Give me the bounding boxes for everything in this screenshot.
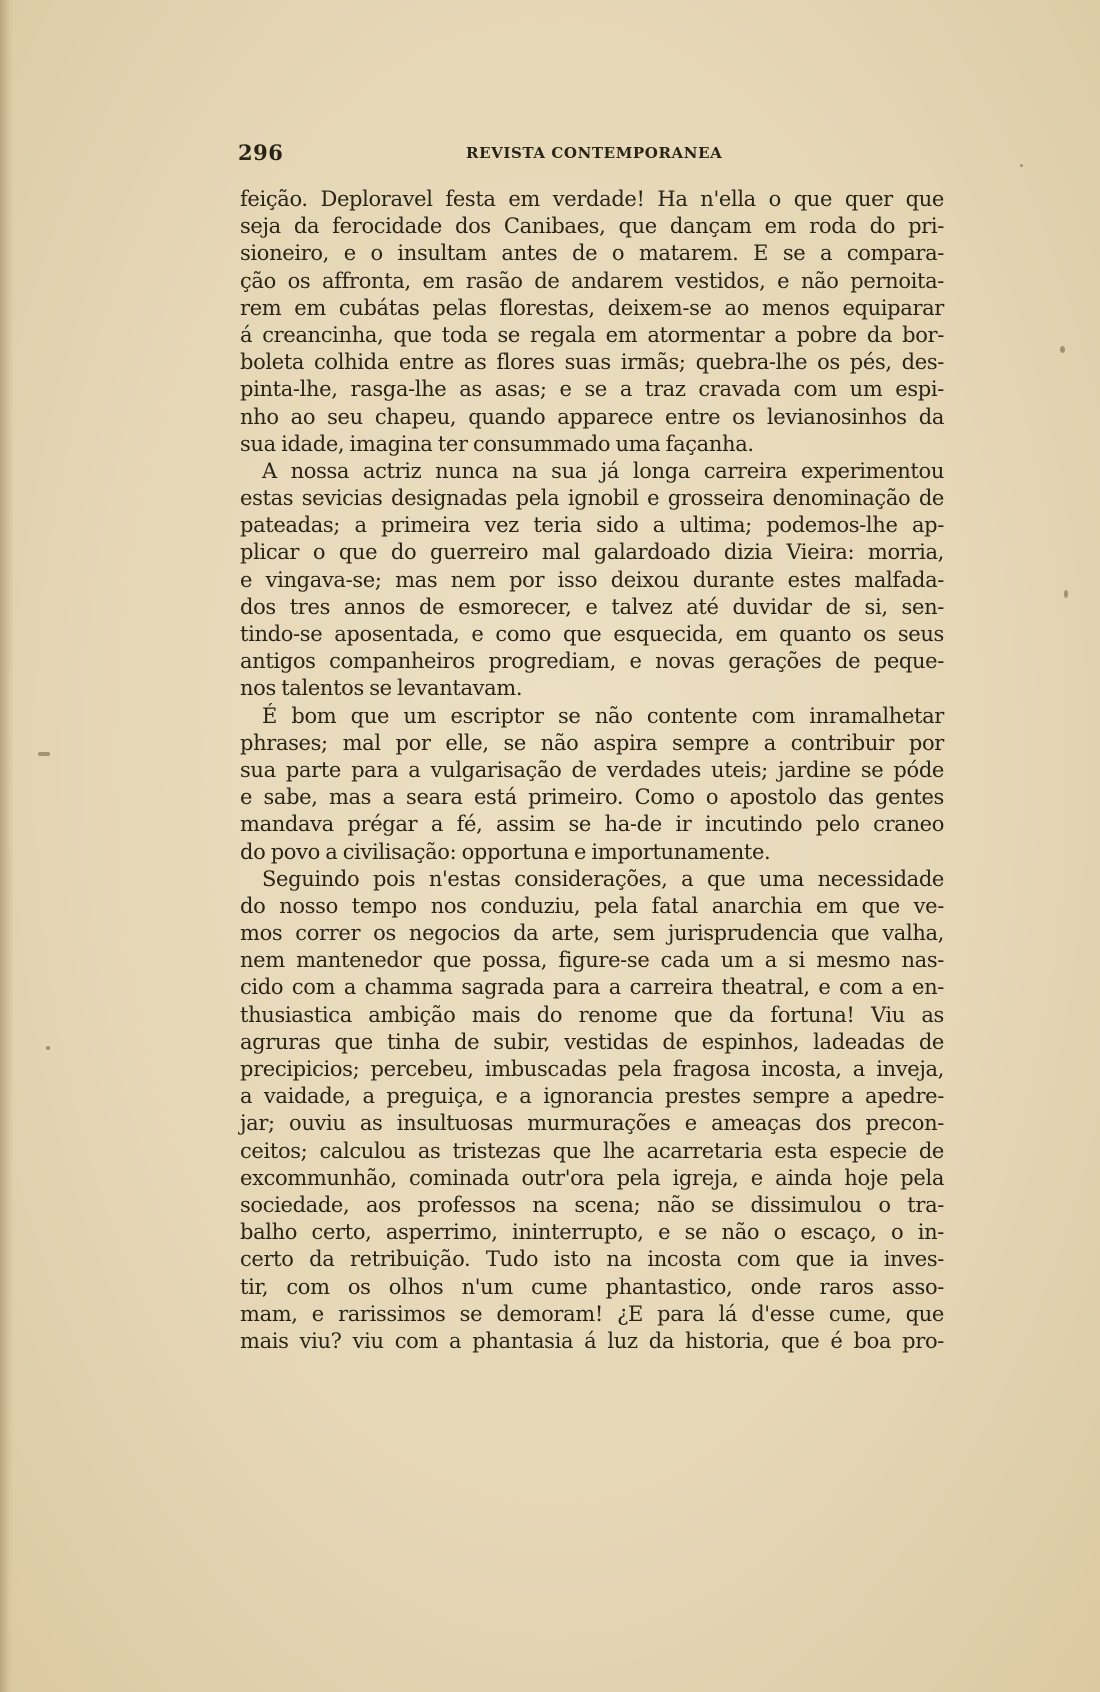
text-line: boleta colhida entre as flores suas irmãs; quebra-lhe os pés, des- (240, 350, 944, 375)
text-line: sua parte para a vulgarisação de verdades uteis; jardine se póde (240, 757, 944, 782)
text-line: ção os affronta, em rasão de andarem vestidos, e não pernoita- (240, 268, 944, 293)
text-line: a vaidade, a preguiça, e a ignorancia prestes sempre a apedre- (240, 1084, 944, 1109)
text-line: mos correr os negocios da arte, sem jurisprudencia que valha, (240, 921, 944, 946)
text-line: mam, e rarissimos se demoram! ¿E para lá d'esse cume, que (240, 1301, 944, 1326)
paper-speck (1064, 590, 1068, 598)
text-line: sociedade, aos professos na scena; não se dissimulou o tra- (240, 1192, 944, 1217)
text-line: do povo a civilisação: opportuna e importunamente. (240, 839, 771, 864)
text-line: phrases; mal por elle, se não aspira sempre a contribuir por (240, 730, 944, 755)
text-line: tindo-se aposentada, e como que esquecida, em quanto os seus (240, 622, 944, 646)
text-line: excommunhão, cominada outr'ora pela igreja, e ainda hoje pela (240, 1165, 944, 1190)
text-line: feição. Deploravel festa em verdade! Ha n'ella o que quer que (240, 187, 944, 211)
text-line: ceitos; calculou as tristezas que lhe acarretaria esta especie de (240, 1138, 944, 1163)
text-line: nho ao seu chapeu, quando apparece entre os levianosinhos da (240, 404, 944, 429)
text-line: nem mantenedor que possa, figure-se cada um a si mesmo nas- (240, 948, 944, 973)
text-line: dos tres annos de esmorecer, e talvez até duvidar de si, sen- (240, 594, 944, 619)
paper-speck (46, 1046, 50, 1050)
text-line: e vingava-se; mas nem por isso deixou durante estes malfada- (240, 567, 944, 592)
page-edge-shadow (0, 0, 14, 1692)
text-line: pinta-lhe, rasga-lhe as asas; e se a traz cravada com um espi- (240, 377, 944, 402)
text-line: thusiastica ambição mais do renome que da fortuna! Viu as (240, 1002, 944, 1027)
text-line: estas sevicias designadas pela ignobil e grosseira denominação de (240, 486, 944, 511)
text-line: tir, com os olhos n'um cume phantastico, onde raros asso- (240, 1274, 944, 1299)
paper-speck (1020, 164, 1023, 167)
page-number: 296 (238, 140, 284, 165)
text-line: sioneiro, e o insultam antes de o matarem. E se a compara- (240, 241, 944, 266)
text-line: plicar o que do guerreiro mal galardoado dizia Vieira: morria, (240, 540, 944, 565)
text-line: certo da retribuição. Tudo isto na incosta com que ia inves- (240, 1247, 944, 1272)
text-line: antigos companheiros progrediam, e novas gerações de peque- (240, 649, 944, 674)
text-line: jar; ouviu as insultuosas murmurações e ameaças dos precon- (240, 1111, 944, 1136)
text-line: balho certo, asperrimo, ininterrupto, e se não o escaço, o in- (240, 1220, 944, 1245)
text-line: precipicios; percebeu, imbuscadas pela fragosa incosta, a inveja, (240, 1057, 944, 1081)
text-line: á creancinha, que toda se regala em atormentar a pobre da bor- (240, 322, 944, 347)
paper-speck (38, 752, 50, 756)
text-line: agruras que tinha de subir, vestidas de espinhos, ladeadas de (240, 1029, 944, 1054)
body-text (240, 186, 944, 1355)
text-line: rem em cubátas pelas florestas, deixem-se ao menos equiparar (240, 295, 944, 320)
text-line: mais viu? viu com a phantasia á luz da historia, que é boa pro- (240, 1328, 944, 1353)
text-line: do nosso tempo nos conduziu, pela fatal anarchia em que ve- (240, 893, 944, 918)
text-line: pateadas; a primeira vez teria sido a ultima; podemos-lhe ap- (240, 513, 944, 538)
text-line: mandava prégar a fé, assim se ha-de ir incutindo pelo craneo (240, 812, 944, 837)
text-line: seja da ferocidade dos Canibaes, que dançam em roda do pri- (240, 214, 944, 239)
paragraph-start-line: A nossa actriz nunca na sua já longa carreira experimentou (262, 458, 944, 483)
paper-speck (1060, 346, 1065, 353)
text-line: sua idade, imagina ter consummado uma façanha. (240, 431, 754, 456)
journal-title: REVISTA CONTEMPORANEA (466, 144, 723, 162)
paragraph-start-line: Seguindo pois n'estas considerações, a que uma necessidade (262, 866, 944, 891)
running-head (238, 138, 938, 168)
paragraph-start-line: É bom que um escriptor se não contente com inramalhetar (262, 703, 944, 728)
text-line: e sabe, mas a seara está primeiro. Como o apostolo das gentes (240, 785, 944, 810)
text-line: nos talentos se levantavam. (240, 676, 523, 701)
text-line: cido com a chamma sagrada para a carreira theatral, e com a en- (240, 975, 944, 1000)
